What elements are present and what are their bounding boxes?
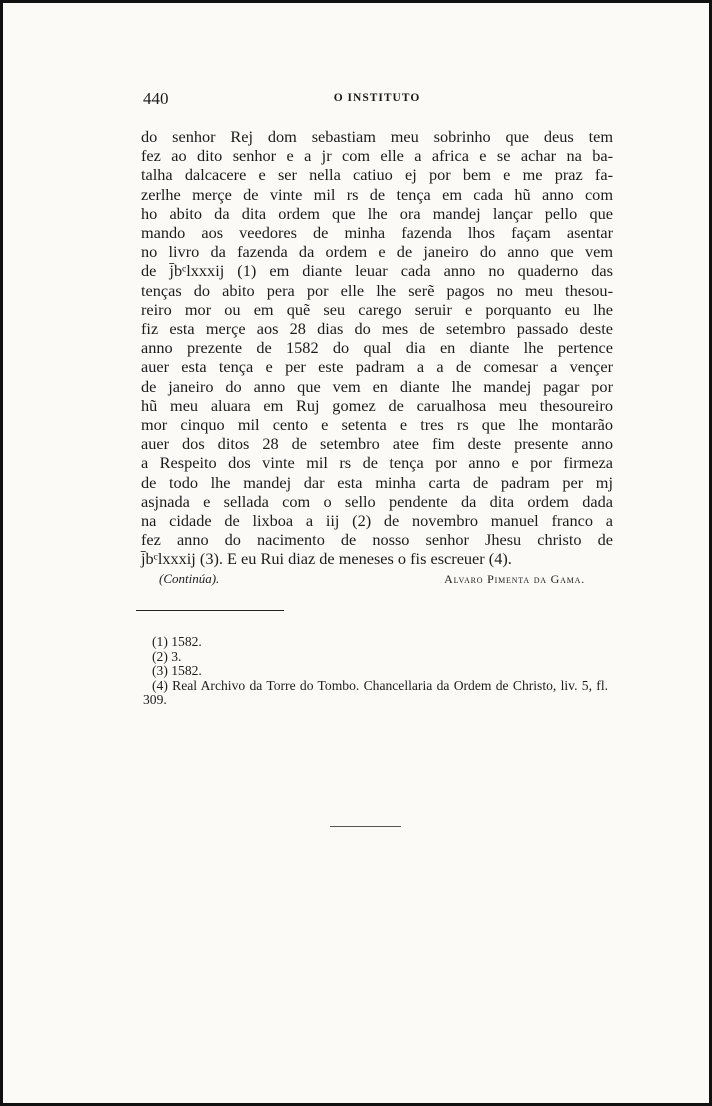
text-line: mor cinquo mil cento e setenta e tres rs que lhe montarão bbox=[141, 415, 613, 435]
text-line: auer dos ditos 28 de setembro atee fim deste presente anno bbox=[141, 434, 613, 454]
continued-note: (Continúa). bbox=[159, 571, 220, 586]
text-line: fez anno do nacimento de nosso senhor Jhesu christo de bbox=[141, 530, 613, 550]
footnote: (3) 1582. bbox=[152, 663, 202, 679]
text-line: a Respeito dos vinte mil rs de tença por anno e por firmeza bbox=[141, 453, 613, 473]
text-line: j̄bᶜlxxxij (3). E eu Rui diaz de meneses o fis escreuer (4). bbox=[141, 549, 512, 569]
page-number: 440 bbox=[143, 89, 169, 108]
footnote: (1) 1582. bbox=[152, 634, 202, 649]
text-line: hũ meu aluara em Ruj gomez de carualhosa meu thesoureiro bbox=[141, 395, 613, 415]
text-line: de janeiro do anno que vem en diante lhe mandej pagar por bbox=[141, 376, 613, 396]
text-line: de j̄bᶜlxxxij (1) em diante leuar cada anno no quaderno das bbox=[141, 261, 613, 281]
text-line: do senhor Rej dom sebastiam meu sobrinho que deus tem bbox=[141, 127, 613, 146]
body-text bbox=[141, 127, 613, 569]
text-line: fez ao dito senhor e a jr com elle a africa e se achar na ba- bbox=[141, 146, 613, 166]
text-line: auer esta tença e per este padram a a de comesar a vençer bbox=[141, 357, 613, 377]
text-line: zerlhe merçe de vinte mil rs de tença em cada hũ anno com bbox=[141, 184, 613, 204]
signature-row bbox=[159, 571, 585, 591]
text-line: reiro mor ou em quẽ seu carego seruir e porquanto eu lhe bbox=[141, 299, 613, 319]
text-line: no livro da fazenda da ordem e de janeiro do anno que vem bbox=[141, 242, 613, 262]
running-head bbox=[143, 89, 611, 111]
footnote: (2) 3. bbox=[152, 648, 182, 664]
text-line: mando aos veedores de minha fazenda lhos façam asentar bbox=[141, 223, 613, 243]
text-line: fiz esta merçe aos 28 dias do mes de setembro passado deste bbox=[141, 319, 613, 339]
footnote-separator bbox=[136, 610, 284, 611]
footnote: (4) Real Archivo da Torre do Tombo. Chancellaria da Ordem de Christo, liv. 5, fl. 309. bbox=[143, 677, 608, 708]
text-line: tenças do abito pera por elle lhe serẽ pagos no meu thesou- bbox=[141, 280, 613, 300]
text-line: asjnada e sellada com o sello pendente da dita ordem dada bbox=[141, 491, 613, 511]
footnotes bbox=[143, 635, 608, 708]
text-line: ho abito da dita ordem que lhe ora mandej lançar pello que bbox=[141, 203, 613, 223]
text-line: talha dalcacere e ser nella catiuo ej por bem e me praz fa- bbox=[141, 165, 613, 185]
author-name: Alvaro Pimenta da Gama. bbox=[444, 572, 585, 586]
text-line: na cidade de lixboa a iij (2) de novembro manuel franco a bbox=[141, 511, 613, 531]
text-line: de todo lhe mandej dar esta minha carta de padram per mj bbox=[141, 472, 613, 492]
end-rule bbox=[330, 826, 401, 827]
journal-title: O INSTITUTO bbox=[333, 92, 421, 104]
text-line: anno prezente de 1582 do qual dia en diante lhe pertence bbox=[141, 338, 613, 358]
